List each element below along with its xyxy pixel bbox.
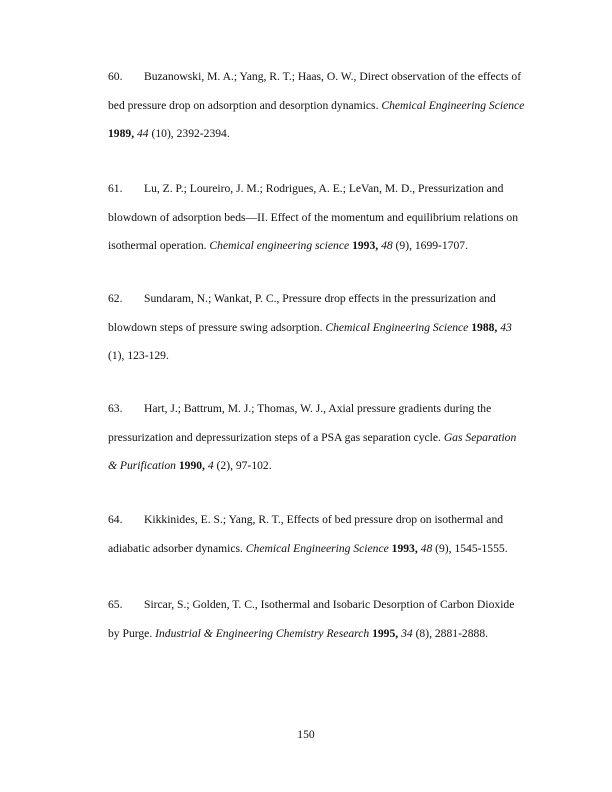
italic-text: Gas Separation (443, 430, 517, 444)
italic-text: 48 (420, 541, 433, 555)
italic-text: Chemical Engineering Science (325, 320, 469, 334)
italic-text: 44 (137, 127, 149, 141)
italic-text: Chemical Engineering Science (381, 98, 525, 112)
reference-entry (108, 506, 540, 563)
text-run: adiabatic adsorber dynamics. (108, 541, 246, 555)
text-run: Kikkinides, E. S.; Yang, R. T., Effects of bed pressure drop on isothermal and (144, 513, 504, 526)
text-run: (1), 123-129. (108, 349, 169, 363)
text-run: bed pressure drop on adsorption and desorption dynamics. (108, 98, 382, 112)
reference-line (108, 342, 540, 371)
text-run: Lu, Z. P.; Loureiro, J. M.; Rodrigues, A. E.; LeVan, M. D., Pressurization and (144, 182, 504, 195)
text-run: (8), 2881-2888. (412, 626, 489, 640)
reference-number: 65. (108, 598, 123, 611)
reference-number: 60. (108, 70, 123, 83)
reference-entry (108, 63, 540, 149)
reference-entry (108, 591, 540, 648)
reference-number: 63. (108, 402, 123, 415)
bold-text: 1990, (178, 459, 205, 473)
reference-line (108, 506, 540, 535)
italic-text: 48 (381, 239, 393, 253)
reference-line (108, 452, 540, 481)
text-run: (9), 1699-1707. (392, 239, 469, 253)
italic-text: 43 (500, 320, 512, 334)
text-run: Sundaram, N.; Wankat, P. C., Pressure drop effects in the pressurization and (144, 292, 496, 305)
text-run: Sircar, S.; Golden, T. C., Isothermal and Isobaric Desorption of Carbon Dioxide (144, 598, 515, 611)
reference-line (108, 591, 540, 620)
reference-line (108, 424, 540, 453)
reference-line (108, 63, 540, 92)
bold-text: 1993, (352, 239, 379, 253)
reference-line (108, 175, 540, 204)
italic-text: Industrial & Engineering Chemistry Research (155, 626, 370, 640)
reference-line (108, 92, 540, 121)
text-run: (10), 2392-2394. (148, 127, 230, 141)
bold-text: 1988, (471, 320, 498, 334)
italic-text: Chemical Engineering Science (245, 541, 389, 555)
reference-line (108, 535, 540, 564)
italic-text: 34 (401, 626, 413, 640)
reference-line (108, 232, 540, 261)
text-run: by Purge. (108, 626, 156, 640)
reference-entry (108, 175, 540, 261)
page-number: 150 (297, 728, 315, 741)
text-run: isothermal operation. (108, 239, 210, 253)
reference-entry (108, 395, 540, 481)
reference-number: 62. (108, 292, 123, 305)
reference-entry (108, 285, 540, 371)
bold-text: 1995, (372, 626, 399, 640)
bold-text: 1989, (108, 127, 135, 141)
text-run: (2), 97-102. (213, 459, 272, 473)
text-run: pressurization and depressurization steps of a PSA gas separation cycle. (108, 430, 444, 444)
reference-number: 64. (108, 513, 123, 526)
text-run: (9), 1545-1555. (432, 541, 508, 555)
text-run: blowdown of adsorption beds—II. Effect of the momentum and equilibrium relations on (108, 210, 518, 224)
text-run: Hart, J.; Battrum, M. J.; Thomas, W. J., Axial pressure gradients during the (144, 402, 492, 415)
reference-number: 61. (108, 182, 123, 195)
reference-line (108, 120, 540, 149)
reference-line (108, 285, 540, 314)
bold-text: 1993, (391, 541, 418, 555)
reference-line (108, 620, 540, 649)
italic-text: Chemical engineering science (209, 239, 350, 253)
reference-line (108, 314, 540, 343)
italic-text: & Purification (108, 459, 176, 473)
reference-line (108, 204, 540, 233)
italic-text: 4 (207, 459, 214, 473)
reference-line (108, 395, 540, 424)
text-run: blowdown steps of pressure swing adsorption. (108, 320, 326, 334)
text-run: Buzanowski, M. A.; Yang, R. T.; Haas, O. W., Direct observation of the effects of (144, 70, 522, 83)
